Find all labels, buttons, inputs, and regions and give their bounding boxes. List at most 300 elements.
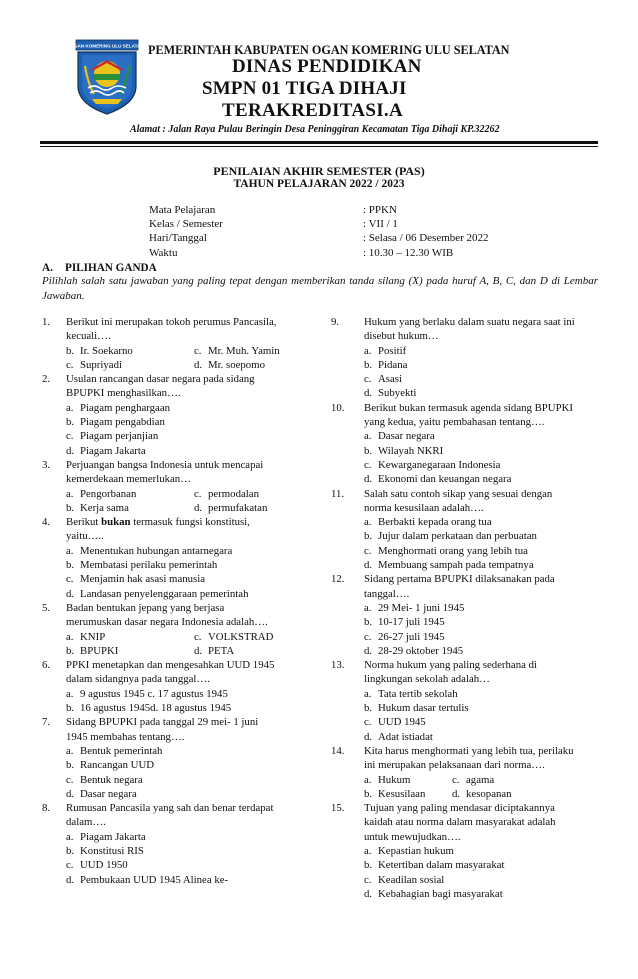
option-letter: a. [364,516,372,529]
answer-option-row [66,644,304,658]
exam-info [149,203,509,260]
option-text: Supriyadi [80,358,122,371]
option-text: Keadilan sosial [378,873,445,886]
answer-option [364,844,597,858]
question-text-line: PPKI menetapkan dan mengesahkan UUD 1945 [66,659,275,672]
option-letter: d. [364,644,373,657]
question-text [364,801,597,844]
option-letter: b. [364,530,373,543]
option-text: Pidana [378,358,408,371]
header-divider-thin [40,146,598,147]
answer-options [331,844,597,901]
option-text: BPUPKI [80,644,119,657]
question-text [364,572,597,601]
info-row-time [149,246,509,260]
option-text: Ekonomi dan keuangan negara [378,473,512,486]
option-text: Kepastian hukum [378,844,454,857]
answer-option-row [66,701,304,715]
option-text: Konstitusi RIS [80,844,144,857]
option-text: Wilayah NKRI [378,444,444,457]
question-text-line: kemerdekaan memerlukan… [66,473,192,486]
question-line [42,315,304,344]
answer-options [331,601,597,658]
option-letter: d. [194,358,203,371]
question-text-line: Hukum yang berlaku dalam suatu negara saat ini [364,316,575,328]
question-item [331,315,597,401]
question-item [331,572,597,658]
answer-option [364,544,597,558]
answer-option [66,444,304,458]
answer-option-row [364,787,597,801]
option-letter: b. [364,444,373,457]
question-text-line: Salah satu contoh sikap yang sesuai dengan [364,487,553,500]
option-text: Piagam penghargaan [80,401,171,414]
option-text: Hukum [378,773,411,786]
academic-year: TAHUN PELAJARAN 2022 / 2023 [233,178,405,190]
question-number: 5. [42,601,51,614]
option-text: Dasar negara [80,787,137,800]
answer-option [364,687,597,701]
option-letter: d. [364,730,373,743]
answer-option [66,572,304,586]
option-letter: c. [452,773,460,786]
answer-option [194,501,267,515]
answer-option [194,358,265,372]
question-text-line: 1945 membahas tentang…. [66,730,185,743]
answer-options [331,344,597,401]
answer-options [42,487,304,516]
option-text: Dasar negara [378,430,435,443]
option-letter: a. [66,544,74,557]
answer-option [364,715,597,729]
answer-options [331,429,597,486]
option-text: Mr. Muh. Yamin [208,344,280,357]
answer-option [66,644,194,658]
question-text-line: dalam sidangnya pada tanggal…. [66,673,210,686]
question-text-line: Norma hukum yang paling sederhana di [364,659,538,672]
answer-option [66,429,304,443]
option-letter: a. [364,601,372,614]
answer-option [364,358,597,372]
answer-options [331,773,597,802]
answer-option [364,386,597,400]
option-letter: a. [66,401,74,414]
answer-option [364,444,597,458]
question-text-line: Kita harus menghormati yang lebih tua, perilaku [364,744,574,757]
answer-option [364,344,597,358]
header-government: PEMERINTAH KABUPATEN OGAN KOMERING ULU SELATAN [148,43,510,57]
answer-options [42,544,304,601]
info-value: : PPKN [363,204,397,216]
question-number: 13. [331,659,345,672]
question-line [331,801,597,844]
section-letter: A. [42,262,53,274]
question-number: 4. [42,516,51,529]
option-letter: c. [364,544,372,557]
question-text-line: disebut hukum… [364,330,439,343]
question-text-pre: Berikut [66,516,102,529]
question-text-line: yaitu….. [66,530,104,543]
option-letter: a. [364,844,372,857]
option-text: Mr. soepomo [208,358,265,371]
answer-option [194,487,259,501]
header-department: DINAS PENDIDIKAN [232,56,422,77]
question-item [42,372,304,458]
info-value: : 10.30 – 12.30 WIB [363,246,454,259]
answer-option [364,730,597,744]
answer-option [364,615,597,629]
header-divider-thick [40,141,598,144]
question-line [42,515,304,544]
answer-option [66,558,304,572]
question-text-line: kaidah atau norma dalam masyarakat adalah [364,816,556,829]
option-letter: d. [194,644,203,657]
option-text: 10-17 juli 1945 [378,616,445,629]
question-line [331,658,597,687]
option-text: Hukum dasar tertulis [378,702,469,715]
option-letter: d. [364,387,373,400]
option-letter: a. [66,830,74,843]
question-text [66,601,304,630]
option-text: Positif [378,344,407,357]
answer-option [66,587,304,601]
option-letter: c. [66,773,74,786]
option-text: kesopanan [466,787,512,800]
option-text: Tata tertib sekolah [378,687,458,700]
question-number: 12. [331,573,345,586]
option-letter: d. [66,873,75,886]
option-text: Subyekti [378,387,417,400]
option-text: Piagam Jakarta [80,830,146,843]
option-letter: c. [66,573,74,586]
question-number: 3. [42,458,51,471]
option-letter: c. [364,458,372,471]
option-letter: b. [66,759,75,772]
question-text-line: Badan bentukan jepang yang berjasa [66,601,225,614]
questions-right-column [331,315,597,901]
option-text: Pengorbanan [80,487,137,500]
question-line [331,487,597,516]
option-text: Landasan penyelenggaraan pemerintah [80,587,249,600]
question-text-line: Rumusan Pancasila yang sah dan benar terdapat [66,802,274,815]
option-letter: a. [364,773,372,786]
question-text [66,458,304,487]
option-text: Menentukan hubungan antarnegara [80,544,233,557]
option-letter: a. [364,344,372,357]
answer-options [42,687,304,716]
option-text: Piagam pengabdian [80,416,165,429]
question-item [42,658,304,715]
question-text-post: termasuk fungsi konstitusi, [130,516,250,529]
question-item [331,658,597,744]
option-letter: b. [364,787,373,800]
option-text: Jujur dalam perkataan dan perbuatan [378,530,537,543]
info-value: : Selasa / 06 Desember 2022 [363,232,489,245]
option-letter: d. [194,501,203,514]
regency-logo [72,36,142,116]
question-text [66,315,304,344]
question-text-line: dalam…. [66,816,106,829]
question-number: 7. [42,716,51,729]
option-letter: b. [364,702,373,715]
option-letter: c. [194,487,202,500]
question-item [42,315,304,372]
question-line [42,658,304,687]
answer-option [66,401,304,415]
question-text-line: lingkungan sekolah adalah… [364,673,490,686]
regency-emblem-icon [72,36,142,116]
option-letter: b. [66,844,75,857]
answer-option-row [66,687,304,701]
answer-option [66,744,304,758]
answer-option [66,844,304,858]
answer-option [66,630,194,644]
answer-option-row [66,358,304,372]
option-letter: b. [66,501,75,514]
option-text: Adat istiadat [378,730,433,743]
question-item [331,487,597,573]
question-text-line: Berikut ini merupakan tokoh perumus Pancasila, [66,316,277,328]
question-line [42,801,304,830]
answer-option [364,887,597,901]
answer-option [364,515,597,529]
answer-option [364,873,597,887]
answer-option-row [66,630,304,644]
option-text: permufakatan [208,501,268,514]
answer-options [331,687,597,744]
question-text [364,744,597,773]
answer-option [364,601,597,615]
option-letter: c. [364,630,372,643]
question-line [331,401,597,430]
exam-title: PENILAIAN AKHIR SEMESTER (PAS) [213,164,425,178]
option-letter: d. [364,559,373,572]
option-text: Kerja sama [80,501,129,514]
answer-option [66,487,194,501]
answer-option [66,501,194,515]
option-text: 16 agustus 1945d. 18 agustus 1945 [80,702,232,715]
answer-option [364,858,597,872]
question-number: 1. [42,316,51,328]
question-text [364,487,597,516]
answer-option [66,773,304,787]
option-text: Piagam perjanjian [80,430,159,443]
question-text [66,658,304,687]
option-text: Bentuk pemerintah [80,744,163,757]
answer-options [331,515,597,572]
option-letter: c. [364,716,372,729]
answer-options [42,830,304,887]
answer-option [66,858,304,872]
info-value: : VII / 1 [363,218,398,231]
question-number: 6. [42,659,51,672]
answer-option [66,358,194,372]
answer-option [194,344,280,358]
option-text: Pembukaan UUD 1945 Alinea ke- [80,873,229,886]
option-letter: c. [66,859,74,872]
question-text [66,801,304,830]
option-letter: b. [66,702,75,715]
answer-option [66,415,304,429]
info-row-class [149,217,509,231]
option-letter: d. [452,787,461,800]
answer-option-row [66,501,304,515]
question-text [66,715,304,744]
option-text: Asasi [378,373,402,386]
logo-banner-text: OGAN KOMERING ULU SELATAN [72,43,142,49]
question-text-line: merumuskan dasar negara Indonesia adalah…. [66,616,268,629]
answer-option [66,873,304,887]
option-letter: c. [66,430,74,443]
section-heading [42,262,157,274]
option-text: 26-27 juli 1945 [378,630,445,643]
option-letter: b. [364,616,373,629]
question-text-line: ini merupakan pelaksanaan dari norma…. [364,759,545,772]
option-text: Membatasi perilaku pemerintah [80,559,218,572]
option-letter: a. [364,687,372,700]
option-letter: b. [364,859,373,872]
option-letter: c. [364,373,372,386]
answer-option [364,701,597,715]
answer-option [364,372,597,386]
question-item [42,458,304,515]
option-letter: d. [364,887,373,900]
answer-options [42,344,304,373]
question-line [331,315,597,344]
answer-option [194,644,234,658]
question-text-line: kecuali…. [66,330,111,343]
option-letter: b. [66,416,75,429]
header-accreditation: TERAKREDITASI.A [222,100,403,121]
answer-option [452,787,512,801]
option-text: Ketertiban dalam masyarakat [378,859,505,872]
question-text-line: untuk mewujudkan…. [364,830,461,843]
answer-option [364,773,452,787]
option-text: 29 Mei- 1 juni 1945 [378,601,465,614]
answer-option [364,558,597,572]
question-item [42,801,304,887]
info-label: Waktu [149,246,178,259]
question-text [66,515,304,544]
question-item [331,401,597,487]
question-text-emphasis: bukan [101,516,131,529]
question-text-line [66,515,304,529]
option-text: Piagam Jakarta [80,444,146,457]
header-address: Alamat : Jalan Raya Pulau Beringin Desa Peninggiran Kecamatan Tiga Dihaji KP.32262 [130,124,500,135]
question-item [42,515,304,601]
option-text: Kebahagian bagi masyarakat [378,887,503,900]
question-text-line: Sidang BPUPKI pada tanggal 29 mei- 1 juni [66,716,259,729]
option-text: Ir. Soekarno [80,344,133,357]
info-row-subject [149,203,509,217]
answer-option [66,787,304,801]
question-item [331,801,597,901]
option-text: Rancangan UUD [80,759,155,772]
option-text: KNIP [80,630,106,643]
question-item [331,744,597,801]
question-number: 14. [331,744,345,757]
question-line [331,572,597,601]
question-text-line: yang kedua, yaitu pembahasan tentang…. [364,416,545,429]
section-title: PILIHAN GANDA [65,262,157,274]
option-letter: b. [66,344,75,357]
question-number: 8. [42,802,51,815]
option-letter: c. [66,358,74,371]
answer-options [42,630,304,659]
option-letter: d. [66,587,75,600]
question-number: 10. [331,401,345,414]
option-text: PETA [208,644,235,657]
answer-option [364,644,597,658]
answer-option [452,773,494,787]
option-letter: c. [364,873,372,886]
info-label: Kelas / Semester [149,218,223,231]
info-label: Hari/Tanggal [149,232,207,245]
option-text: Kewarganegaraan Indonesia [378,458,501,471]
question-number: 2. [42,373,51,386]
question-text [364,401,597,430]
question-text-line: norma kesusilaan adalah…. [364,501,484,514]
answer-option [66,758,304,772]
answer-option [364,529,597,543]
question-item [42,715,304,801]
question-line [42,372,304,401]
answer-option [66,544,304,558]
answer-option [194,630,273,644]
option-text: agama [466,773,495,786]
option-letter: a. [66,630,74,643]
answer-options [42,401,304,458]
option-text: UUD 1950 [80,859,128,872]
option-text: UUD 1945 [378,716,426,729]
option-letter: b. [66,559,75,572]
option-text: 9 agustus 1945 c. 17 agustus 1945 [80,687,228,700]
info-label: Mata Pelajaran [149,204,216,216]
option-text: Membuang sampah pada tempatnya [378,559,534,572]
answer-options [42,744,304,801]
answer-option [66,830,304,844]
question-text [364,658,597,687]
answer-option [364,429,597,443]
question-line [42,715,304,744]
question-number: 11. [331,487,345,500]
option-letter: d. [66,787,75,800]
answer-option-row [364,773,597,787]
option-letter: b. [66,644,75,657]
option-text: Kesusilaan [378,787,426,800]
option-letter: a. [66,744,74,757]
option-letter: a. [66,687,74,700]
option-letter: d. [66,444,75,457]
question-text-line: Tujuan yang paling mendasar diciptakannya [364,802,555,815]
question-number: 15. [331,802,345,815]
option-text: Berbakti kepada orang tua [378,516,492,529]
question-text-line: BPUPKI menghasilkan…. [66,387,181,400]
question-text-line: Usulan rancangan dasar negara pada sidang [66,373,255,386]
option-letter: a. [364,430,372,443]
questions-left-column [42,315,304,887]
option-text: permodalan [208,487,259,500]
option-text: VOLKSTRAD [208,630,274,643]
option-letter: b. [364,358,373,371]
question-text-line: Berikut bukan termasuk agenda sidang BPUPKI [364,401,574,414]
question-text [364,315,597,344]
question-number: 9. [331,316,340,328]
info-row-date [149,231,509,245]
answer-option [364,787,452,801]
question-text-line: Perjuangan bangsa Indonesia untuk mencapai [66,458,264,471]
question-line [331,744,597,773]
